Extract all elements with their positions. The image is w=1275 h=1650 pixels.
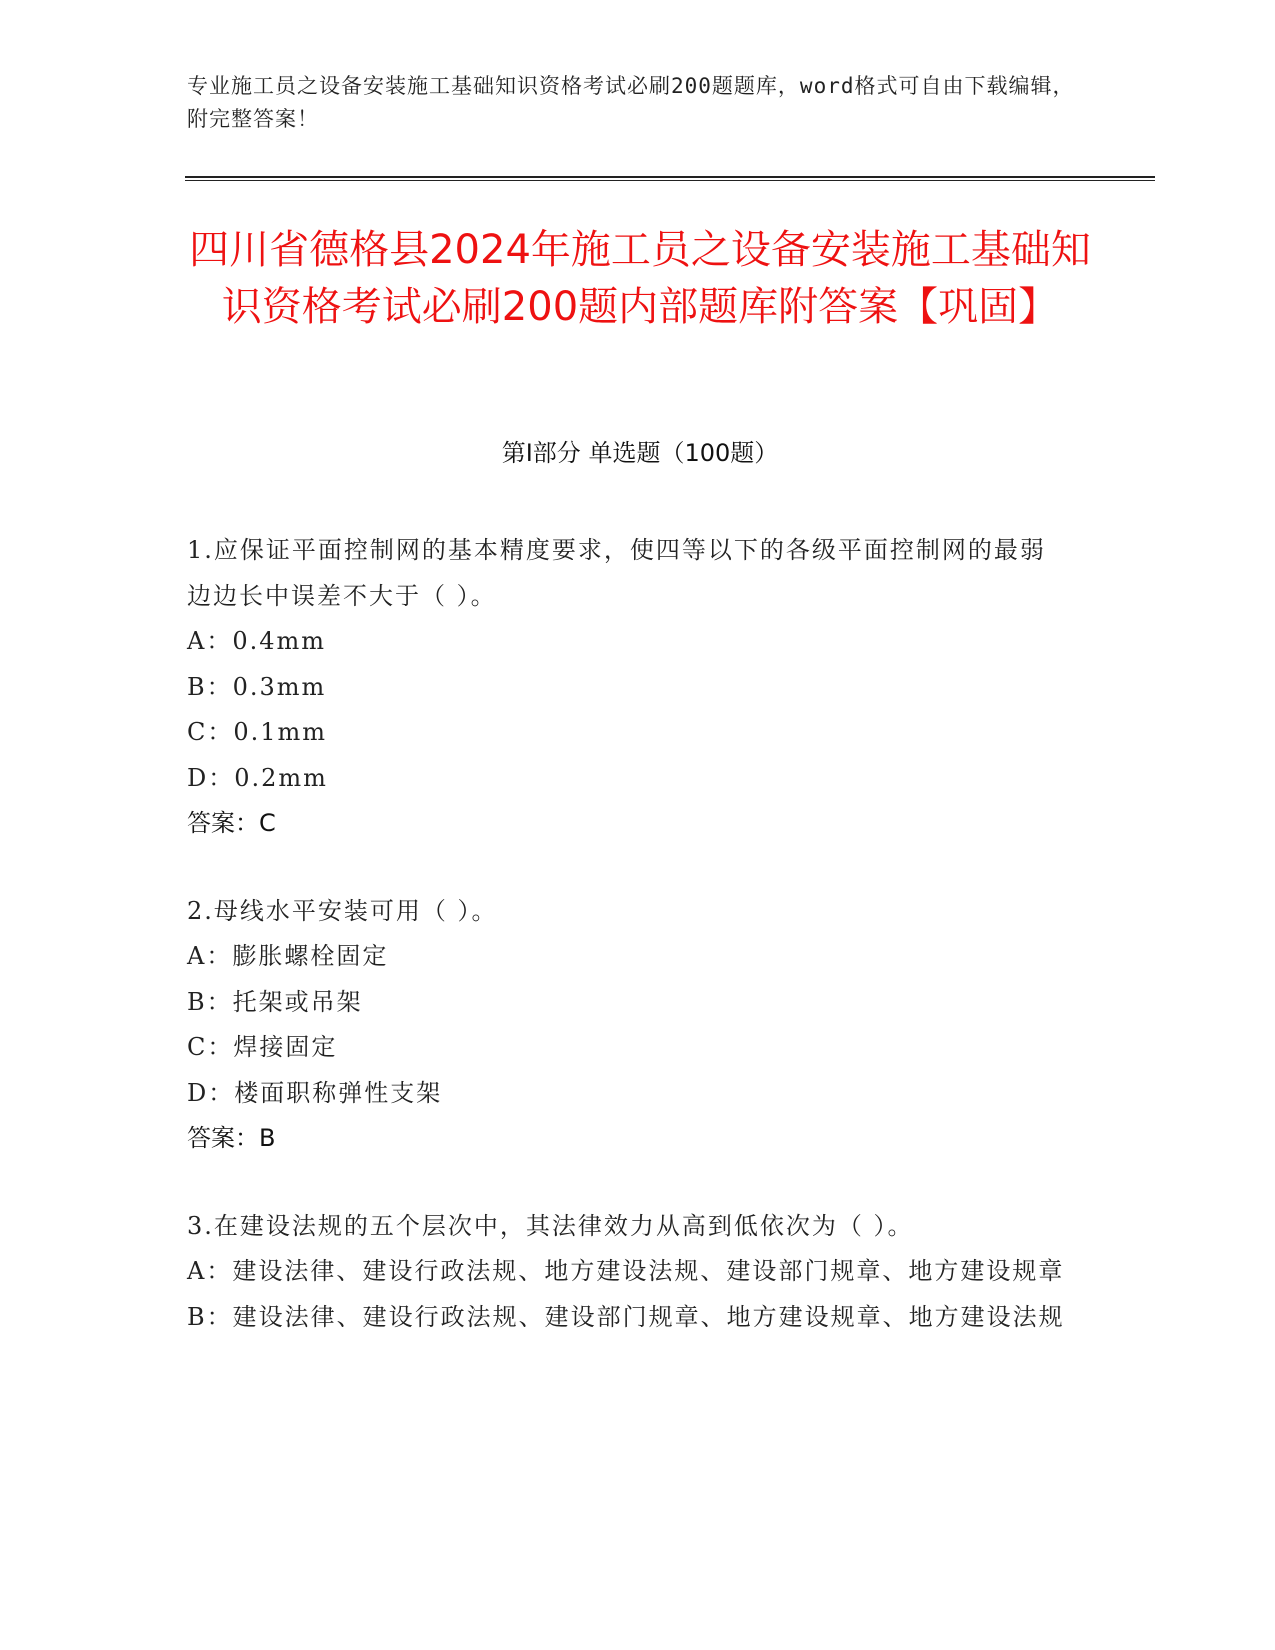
option-a: A：0.4mm	[187, 627, 327, 655]
answer-line: 答案：C	[187, 809, 276, 837]
header-divider	[185, 176, 1155, 181]
question-2	[187, 889, 1067, 1162]
section-heading: 第I部分 单选题（100题）	[501, 439, 779, 467]
option-b: B：建设法律、建设行政法规、建设部门规章、地方建设规章、地方建设法规	[187, 1302, 1065, 1331]
option-d: D：楼面职称弹性支架	[187, 1078, 443, 1107]
option-c: C：焊接固定	[187, 1033, 338, 1061]
option-a: A：建设法律、建设行政法规、地方建设法规、建设部门规章、地方建设规章	[187, 1257, 1065, 1285]
question-1	[187, 528, 1067, 847]
question-stem: 3.在建设法规的五个层次中，其法律效力从高到低依次为（ ）。	[187, 1211, 914, 1240]
question-list	[187, 528, 1067, 1382]
option-d: D：0.2mm	[187, 763, 328, 792]
option-c: C：0.1mm	[187, 718, 328, 746]
option-b: B：托架或吊架	[187, 987, 363, 1016]
question-3	[187, 1204, 1067, 1341]
option-a: A：膨胀螺栓固定	[187, 942, 389, 970]
answer-line: 答案：B	[187, 1124, 276, 1152]
question-stem: 2.母线水平安装可用（ ）。	[187, 896, 498, 925]
question-stem: 1.应保证平面控制网的基本精度要求，使四等以下的各级平面控制网的最弱边边长中误差不大于（ ）。	[187, 536, 1046, 610]
option-b: B：0.3mm	[187, 672, 327, 701]
header-note: 专业施工员之设备安装施工基础知识资格考试必刷200题题库，word格式可自由下载编辑，附完整答案！	[187, 74, 1075, 131]
document-title: 四川省德格县2024年施工员之设备安装施工基础知识资格考试必刷200题内部题库附答案【巩固】	[189, 227, 1091, 330]
